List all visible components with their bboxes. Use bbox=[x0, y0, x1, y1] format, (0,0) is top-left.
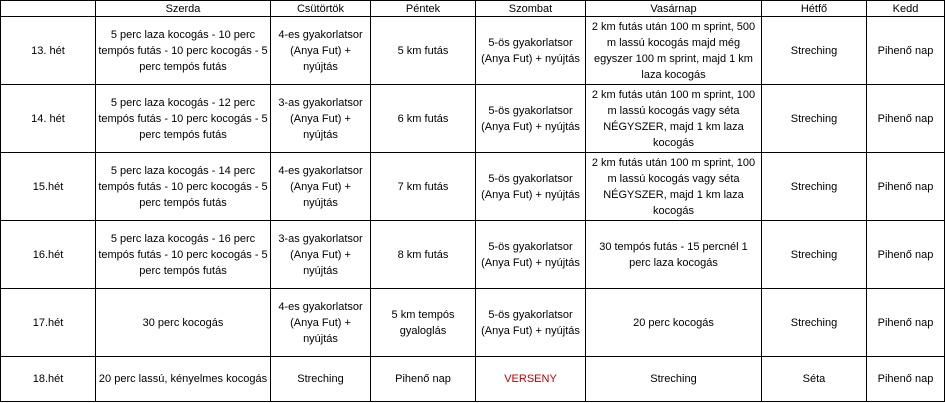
cell-szombat-race: VERSENY bbox=[476, 357, 586, 402]
cell-kedd: Pihenő nap bbox=[867, 17, 945, 85]
cell-szombat: 5-ös gyakorlatsor (Anya Fut) + nyújtás bbox=[476, 17, 586, 85]
cell-pentek: 5 km futás bbox=[371, 17, 476, 85]
cell-vasarnap: 20 perc kocogás bbox=[586, 289, 762, 357]
header-csutortok: Csütörtök bbox=[271, 1, 371, 17]
header-szerda: Szerda bbox=[96, 1, 271, 17]
cell-szombat: 5-ös gyakorlatsor (Anya Fut) + nyújtás bbox=[476, 289, 586, 357]
cell-szombat: 5-ös gyakorlatsor (Anya Fut) + nyújtás bbox=[476, 85, 586, 153]
cell-szerda: 30 perc kocogás bbox=[96, 289, 271, 357]
header-vasarnap: Vasárnap bbox=[586, 1, 762, 17]
cell-csutortok: 3-as gyakorlatsor (Anya Fut) + nyújtás bbox=[271, 85, 371, 153]
cell-szerda: 5 perc laza kocogás - 10 perc tempós futás - 10 perc kocogás - 5 perc tempós futás bbox=[96, 17, 271, 85]
cell-kedd: Pihenő nap bbox=[867, 357, 945, 402]
cell-vasarnap: 2 km futás után 100 m sprint, 100 m lassú kocogás vagy séta NÉGYSZER, majd 1 km laza kocogás bbox=[586, 153, 762, 221]
cell-hetfo: Streching bbox=[762, 85, 867, 153]
cell-csutortok: 4-es gyakorlatsor (Anya Fut) + nyújtás bbox=[271, 153, 371, 221]
header-row bbox=[1, 1, 945, 17]
cell-csutortok: 4-es gyakorlatsor (Anya Fut) + nyújtás bbox=[271, 17, 371, 85]
cell-pentek: 7 km futás bbox=[371, 153, 476, 221]
cell-hetfo: Séta bbox=[762, 357, 867, 402]
cell-szerda: 5 perc laza kocogás - 12 perc tempós futás - 10 perc kocogás - 5 perc tempós futás bbox=[96, 85, 271, 153]
cell-hetfo: Streching bbox=[762, 221, 867, 289]
week-row-18 bbox=[1, 357, 945, 402]
cell-szerda: 5 perc laza kocogás - 14 perc tempós futás - 10 perc kocogás - 5 perc tempós futás bbox=[96, 153, 271, 221]
cell-szombat: 5-ös gyakorlatsor (Anya Fut) + nyújtás bbox=[476, 221, 586, 289]
cell-csutortok: Streching bbox=[271, 357, 371, 402]
cell-kedd: Pihenő nap bbox=[867, 153, 945, 221]
week-label: 18.hét bbox=[1, 357, 96, 402]
cell-vasarnap: Streching bbox=[586, 357, 762, 402]
cell-hetfo: Streching bbox=[762, 289, 867, 357]
cell-hetfo: Streching bbox=[762, 17, 867, 85]
week-row-16 bbox=[1, 221, 945, 289]
header-szombat: Szombat bbox=[476, 1, 586, 17]
week-label: 16.hét bbox=[1, 221, 96, 289]
header-hetfo: Hétfő bbox=[762, 1, 867, 17]
cell-vasarnap: 30 tempós futás - 15 percnél 1 perc laza kocogás bbox=[586, 221, 762, 289]
cell-vasarnap: 2 km futás után 100 m sprint, 100 m lassú kocogás vagy séta NÉGYSZER, majd 1 km laza kocogás bbox=[586, 85, 762, 153]
cell-pentek: Pihenő nap bbox=[371, 357, 476, 402]
header-week bbox=[1, 1, 96, 17]
cell-kedd: Pihenő nap bbox=[867, 221, 945, 289]
header-pentek: Péntek bbox=[371, 1, 476, 17]
cell-kedd: Pihenő nap bbox=[867, 85, 945, 153]
week-row-13 bbox=[1, 17, 945, 85]
week-row-15 bbox=[1, 153, 945, 221]
cell-szerda: 5 perc laza kocogás - 16 perc tempós futás - 10 perc kocogás - 5 perc tempós futás bbox=[96, 221, 271, 289]
cell-vasarnap: 2 km futás után 100 m sprint, 500 m lassú kocogás majd még egyszer 100 m sprint, majd 1 km laza kocogás bbox=[586, 17, 762, 85]
cell-csutortok: 4-es gyakorlatsor (Anya Fut) + nyújtás bbox=[271, 289, 371, 357]
week-row-14 bbox=[1, 85, 945, 153]
week-label: 17.hét bbox=[1, 289, 96, 357]
week-row-17 bbox=[1, 289, 945, 357]
week-label: 14. hét bbox=[1, 85, 96, 153]
week-label: 13. hét bbox=[1, 17, 96, 85]
cell-szerda: 20 perc lassú, kényelmes kocogás bbox=[96, 357, 271, 402]
header-kedd: Kedd bbox=[867, 1, 945, 17]
week-label: 15.hét bbox=[1, 153, 96, 221]
cell-pentek: 6 km futás bbox=[371, 85, 476, 153]
cell-kedd: Pihenő nap bbox=[867, 289, 945, 357]
cell-szombat: 5-ös gyakorlatsor (Anya Fut) + nyújtás bbox=[476, 153, 586, 221]
cell-hetfo: Streching bbox=[762, 153, 867, 221]
cell-pentek: 5 km tempós gyaloglás bbox=[371, 289, 476, 357]
cell-csutortok: 3-as gyakorlatsor (Anya Fut) + nyújtás bbox=[271, 221, 371, 289]
cell-pentek: 8 km futás bbox=[371, 221, 476, 289]
